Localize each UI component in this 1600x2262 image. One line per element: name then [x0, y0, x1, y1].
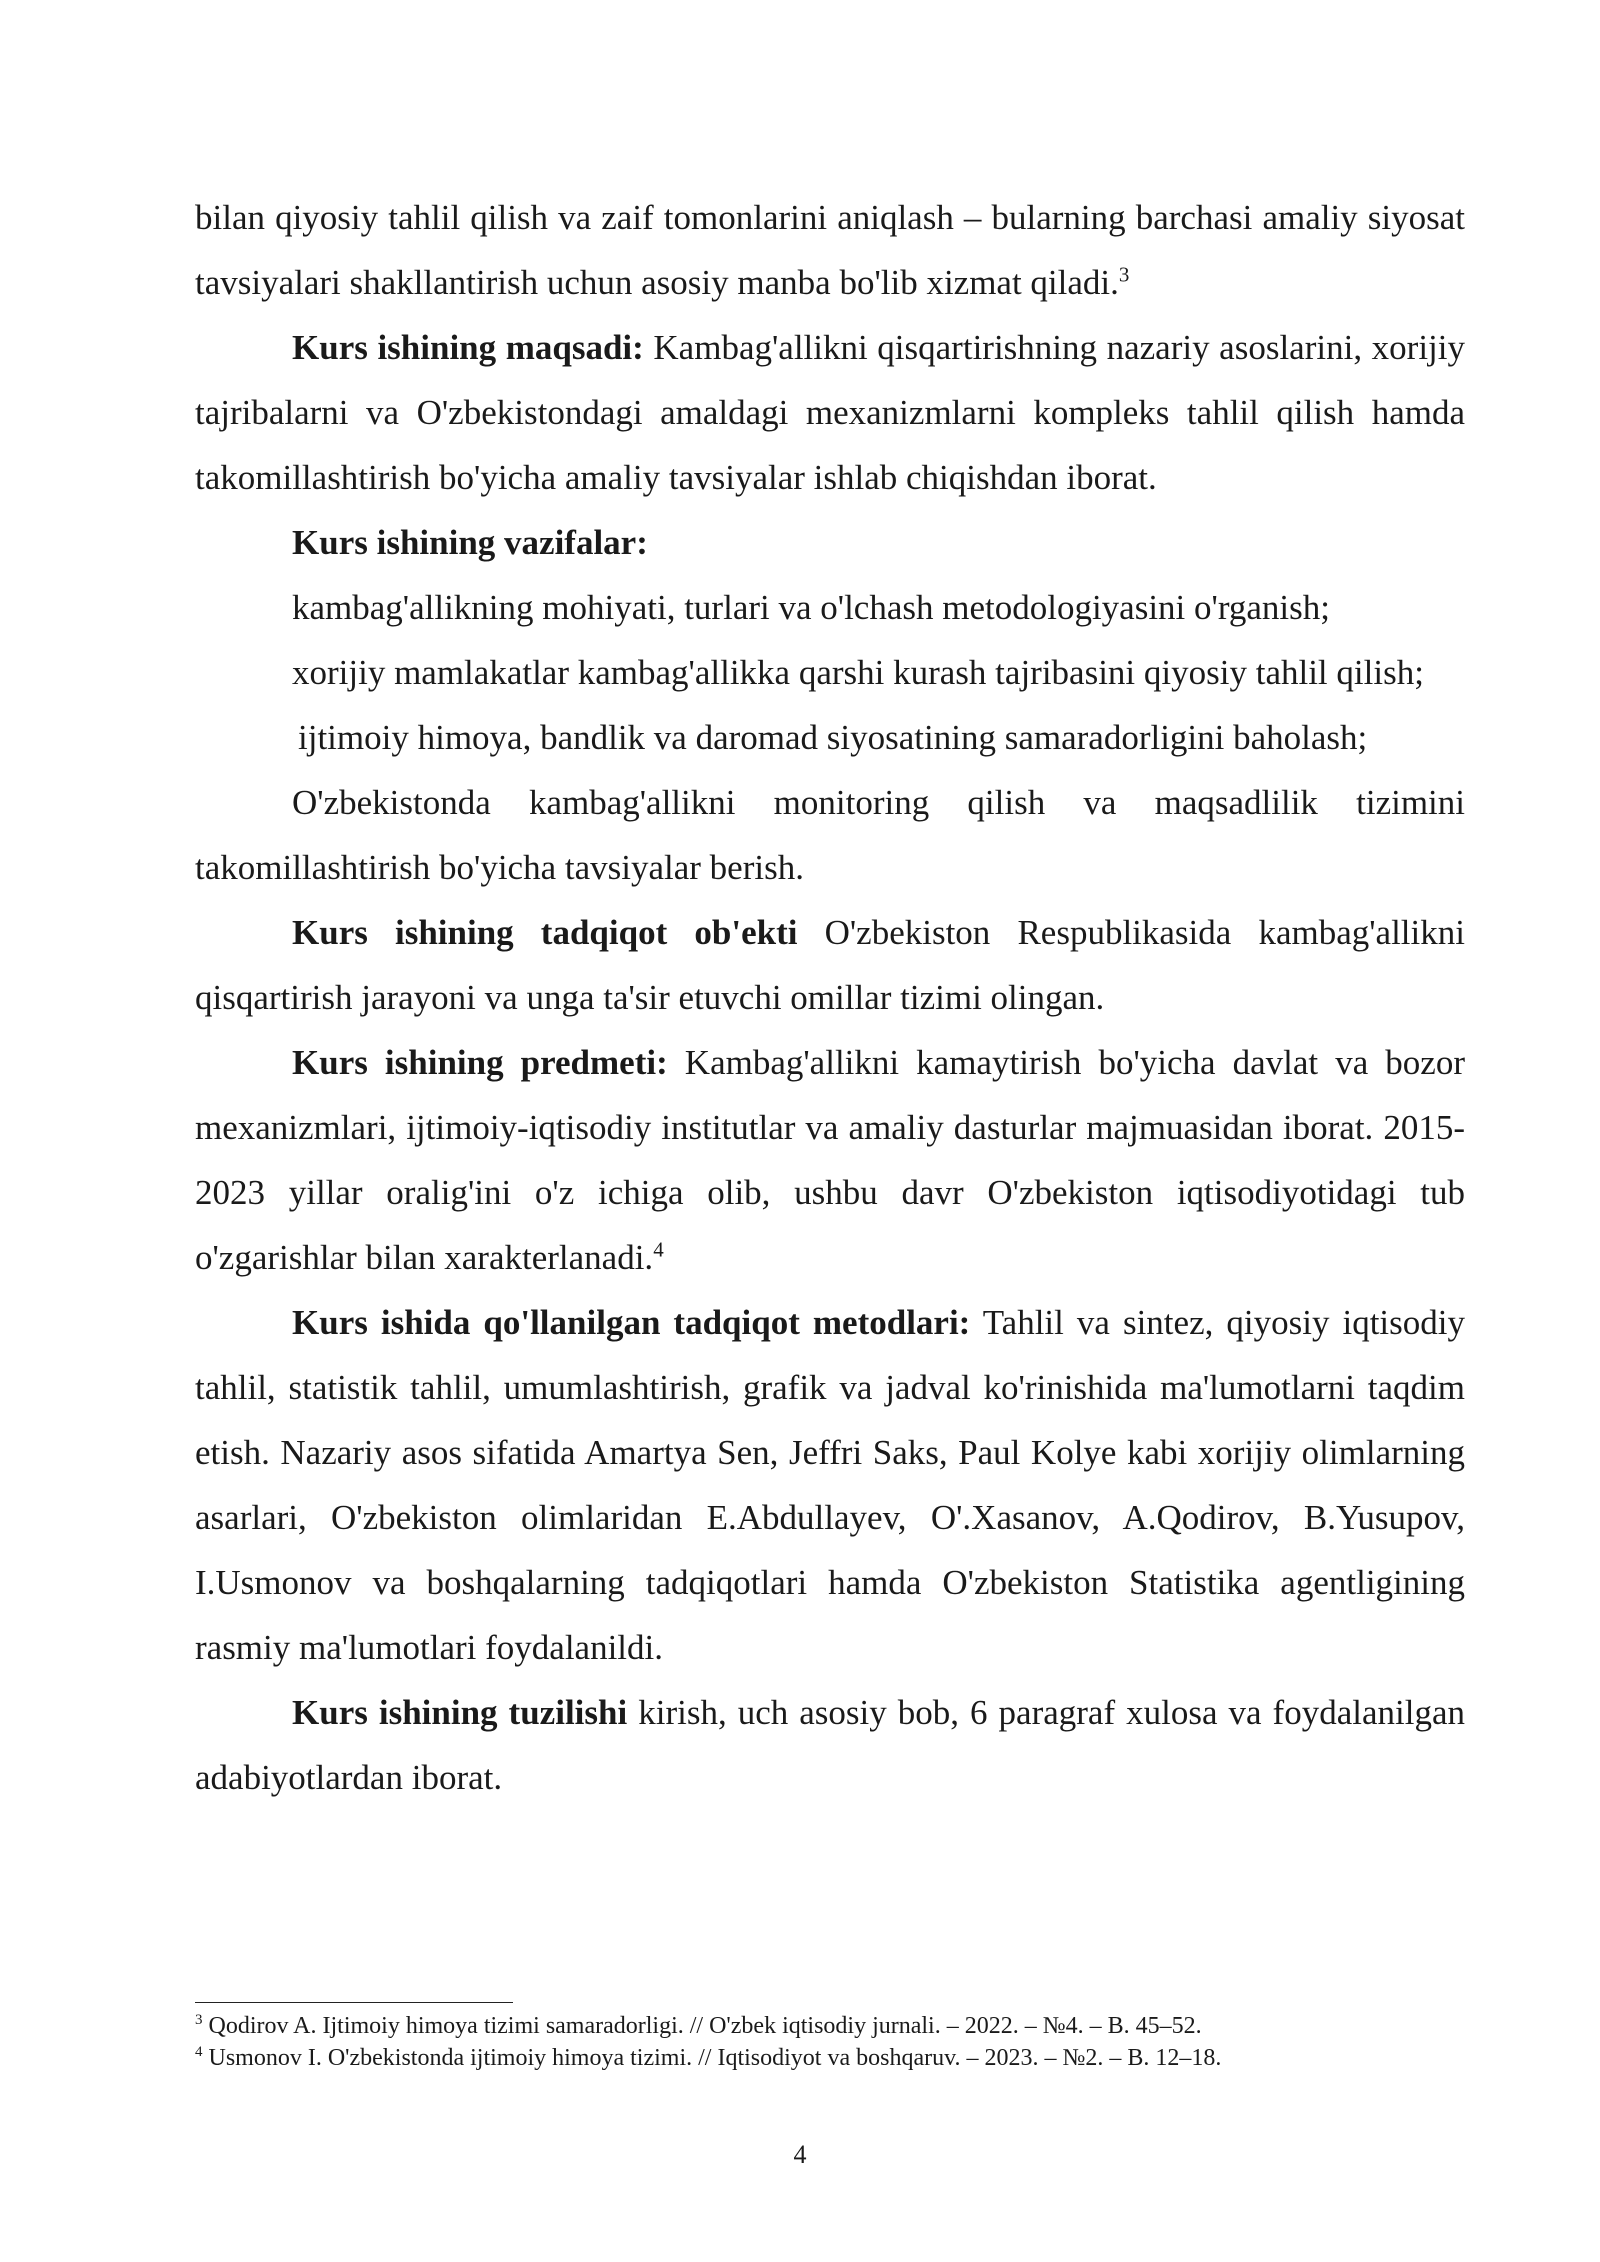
footnote-ref-3: 3 — [1118, 262, 1130, 287]
tasks-heading — [195, 510, 1465, 575]
aim-term: Kurs ishining maqsadi: — [292, 328, 644, 367]
task-text: O'zbekistonda kambag'allikni monitoring qilish va maqsadlilik tizimini takomillashtirish bo'yicha tavsiyalar berish. — [195, 783, 1465, 887]
footnote-3 — [195, 2010, 1465, 2042]
task-item — [195, 705, 1465, 770]
object-paragraph — [195, 900, 1465, 1030]
footnote-ref-4: 4 — [653, 1237, 664, 1262]
subject-paragraph — [195, 1030, 1465, 1290]
aim-text: Kambag'allikni qisqartirishning nazariy asoslarini, xorijiy tajribalarni va O'zbekistondagi amaldagi mexanizmlarni kompleks tahlil qilish hamda takomillashtirish bo'yicha amaliy tavsiyalar ishlab chiqishdan iborat. — [195, 328, 1465, 497]
methods-paragraph — [195, 1290, 1465, 1680]
structure-text: kirish, uch asosiy bob, 6 paragraf xulosa va foydalanilgan adabiyotlardan iborat. — [195, 1693, 1465, 1797]
footnote-4 — [195, 2042, 1465, 2074]
structure-paragraph — [195, 1680, 1465, 1810]
task-item — [195, 640, 1465, 705]
intro-text: bilan qiyosiy tahlil qilish va zaif tomonlarini aniqlash – bularning barchasi amaliy siyosat tavsiyalari shakllantirish uchun asosiy manba bo'lib xizmat qiladi. — [195, 198, 1465, 302]
subject-text: Kambag'allikni kamaytirish bo'yicha davlat va bozor mexanizmlari, ijtimoiy-iqtisodiy institutlar va amaliy dasturlar majmuasidan iborat. 2015-2023 yillar oralig'ini o'z ichiga olib, ushbu davr O'zbekiston iqtisodiyotidagi tub o'zgarishlar bilan xarakterlanadi. — [195, 1043, 1465, 1277]
footnote-number: 4 — [195, 2044, 203, 2060]
intro-paragraph — [195, 185, 1465, 315]
tasks-heading-text: Kurs ishining vazifalar: — [292, 523, 648, 562]
object-term: Kurs ishining tadqiqot ob'ekti — [292, 913, 798, 952]
task-text: kambag'allikning mohiyati, turlari va o'lchash metodologiyasini o'rganish; — [292, 588, 1330, 627]
aim-paragraph — [195, 315, 1465, 510]
task-text: ijtimoiy himoya, bandlik va daromad siyosatining samaradorligini baholash; — [298, 718, 1368, 757]
footnote-text: Usmonov I. O'zbekistonda ijtimoiy himoya tizimi. // Iqtisodiyot va boshqaruv. – 2023. – №2. – B. 12–18. — [208, 2045, 1222, 2071]
footnote-divider — [195, 2002, 513, 2003]
footnote-number: 3 — [195, 2012, 203, 2028]
task-item — [195, 575, 1465, 640]
structure-term: Kurs ishining tuzilishi — [292, 1693, 628, 1732]
footnotes — [195, 2010, 1465, 2074]
footnote-text: Qodirov A. Ijtimoiy himoya tizimi samaradorligi. // O'zbek iqtisodiy jurnali. – 2022. – №4. – B. 45–52. — [208, 2013, 1202, 2039]
page-number: 4 — [793, 2140, 807, 2169]
subject-term: Kurs ishining predmeti: — [292, 1043, 668, 1082]
object-text: O'zbekiston Respublikasida kambag'allikni qisqartirish jarayoni va unga ta'sir etuvchi omillar tizimi olingan. — [195, 913, 1465, 1017]
task-text: xorijiy mamlakatlar kambag'allikka qarshi kurash tajribasini qiyosiy tahlil qilish; — [292, 653, 1424, 692]
methods-text: Tahlil va sintez, qiyosiy iqtisodiy tahlil, statistik tahlil, umumlashtirish, grafik va jadval ko'rinishida ma'lumotlarni taqdim etish. Nazariy asos sifatida Amartya Sen, Jeffri Saks, Paul Kolye kabi xorijiy olimlarning asarlari, O'zbekiston olimlaridan E.Abdullayev, O'.Xasanov, A.Qodirov, B.Yusupov, I.Usmonov va boshqalarning tadqiqotlari hamda O'zbekiston Statistika agentligining rasmiy ma'lumotlari foydalanildi. — [195, 1303, 1465, 1667]
methods-term: Kurs ishida qo'llanilgan tadqiqot metodlari: — [292, 1303, 971, 1342]
body-text — [195, 185, 1465, 1810]
task-item — [195, 770, 1465, 900]
